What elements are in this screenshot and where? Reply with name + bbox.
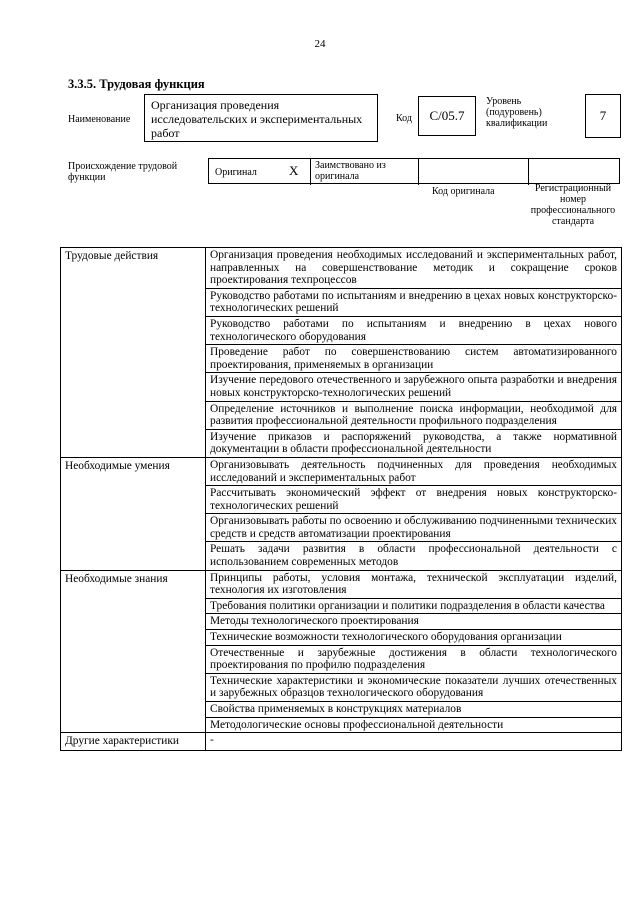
table-row bbox=[61, 570, 622, 598]
original-mark: X bbox=[289, 163, 299, 178]
origin-label: Происхождение трудовой функции bbox=[68, 161, 178, 183]
table-row bbox=[61, 733, 622, 751]
code-label: Код bbox=[396, 113, 412, 124]
section-title-cell: Необходимые знания bbox=[61, 570, 206, 733]
required-knowledge: Требования политики организации и политики подразделения в области качества bbox=[206, 598, 622, 614]
section-title-cell: Необходимые умения bbox=[61, 457, 206, 570]
labor-action: Организация проведения необходимых исследований и экспериментальных работ, направленных на совершенствование методик и сокращение сроков проектирования техпроцессов bbox=[206, 248, 622, 289]
function-name-box: Организация проведения исследовательских и экспериментальных работ bbox=[144, 94, 378, 142]
original-code-cell bbox=[419, 159, 529, 185]
table-row bbox=[61, 457, 622, 485]
labor-action: Изучение приказов и распоряжений руководства, а также нормативной документации в области профессиональной деятельности bbox=[206, 429, 622, 457]
name-label: Наименование bbox=[68, 114, 131, 125]
required-knowledge: Технические возможности технологического оборудования организации bbox=[206, 630, 622, 646]
required-knowledge: Свойства применяемых в конструкциях материалов bbox=[206, 702, 622, 718]
original-cell bbox=[209, 159, 311, 185]
required-skill: Организовывать работы по освоению и обслуживанию подчиненными технических средств и средств автоматизации проектирования bbox=[206, 514, 622, 542]
labor-action: Руководство работами по испытаниям и внедрению в цехах нового технологического оборудования bbox=[206, 316, 622, 344]
labor-action: Определение источников и выполнение поиска информации, необходимой для развития профессиональной деятельности профильного подразделения bbox=[206, 401, 622, 429]
page-number: 24 bbox=[314, 38, 326, 50]
labor-action: Изучение передового отечественного и зарубежного опыта разработки и внедрения новых конструкторско-технологических решений bbox=[206, 373, 622, 401]
required-knowledge: Отечественные и зарубежные достижения в области технологического проектирования по профилю подразделения bbox=[206, 645, 622, 673]
level-label: Уровень (подуровень) квалификации bbox=[486, 96, 548, 129]
labor-function-table bbox=[60, 247, 622, 751]
labor-action: Руководство работами по испытаниям и внедрению в цехах новых конструкторско-технологических решений bbox=[206, 288, 622, 316]
qualification-level-box bbox=[585, 94, 621, 138]
other-characteristic: - bbox=[206, 733, 622, 751]
labor-action: Проведение работ по совершенствованию систем автоматизированного проектирования, применяемых в организации bbox=[206, 345, 622, 373]
borrowed-label: Заимствовано из оригинала bbox=[315, 160, 386, 182]
function-code-box bbox=[418, 96, 476, 136]
required-skill: Организовывать деятельность подчиненных для проведения необходимых исследований и экспериментальных работ bbox=[206, 457, 622, 485]
section-title: 3.3.5. Трудовая функция bbox=[68, 77, 205, 91]
original-code-label: Код оригинала bbox=[432, 186, 495, 197]
registration-number-label: Регистрационный номер профессионального стандарта bbox=[530, 183, 616, 227]
origin-row bbox=[208, 158, 620, 184]
required-knowledge: Методологические основы профессиональной деятельности bbox=[206, 717, 622, 733]
function-code: С/05.7 bbox=[429, 108, 465, 123]
required-skill: Решать задачи развития в области профессиональной деятельности с использованием современных методов bbox=[206, 542, 622, 570]
required-skill: Рассчитывать экономический эффект от внедрения новых конструкторско-технологических решений bbox=[206, 486, 622, 514]
borrowed-cell bbox=[311, 159, 419, 185]
table-row bbox=[61, 248, 622, 289]
section-title-cell: Трудовые действия bbox=[61, 248, 206, 458]
required-knowledge: Принципы работы, условия монтажа, технической эксплуатации изделий, технология их изготовления bbox=[206, 570, 622, 598]
section-title-cell: Другие характеристики bbox=[61, 733, 206, 751]
required-knowledge: Методы технологического проектирования bbox=[206, 614, 622, 630]
qualification-level: 7 bbox=[599, 108, 607, 123]
required-knowledge: Технические характеристики и экономические показатели лучших отечественных и зарубежных образцов технологического оборудования bbox=[206, 673, 622, 701]
original-label: Оригинал bbox=[215, 167, 257, 178]
